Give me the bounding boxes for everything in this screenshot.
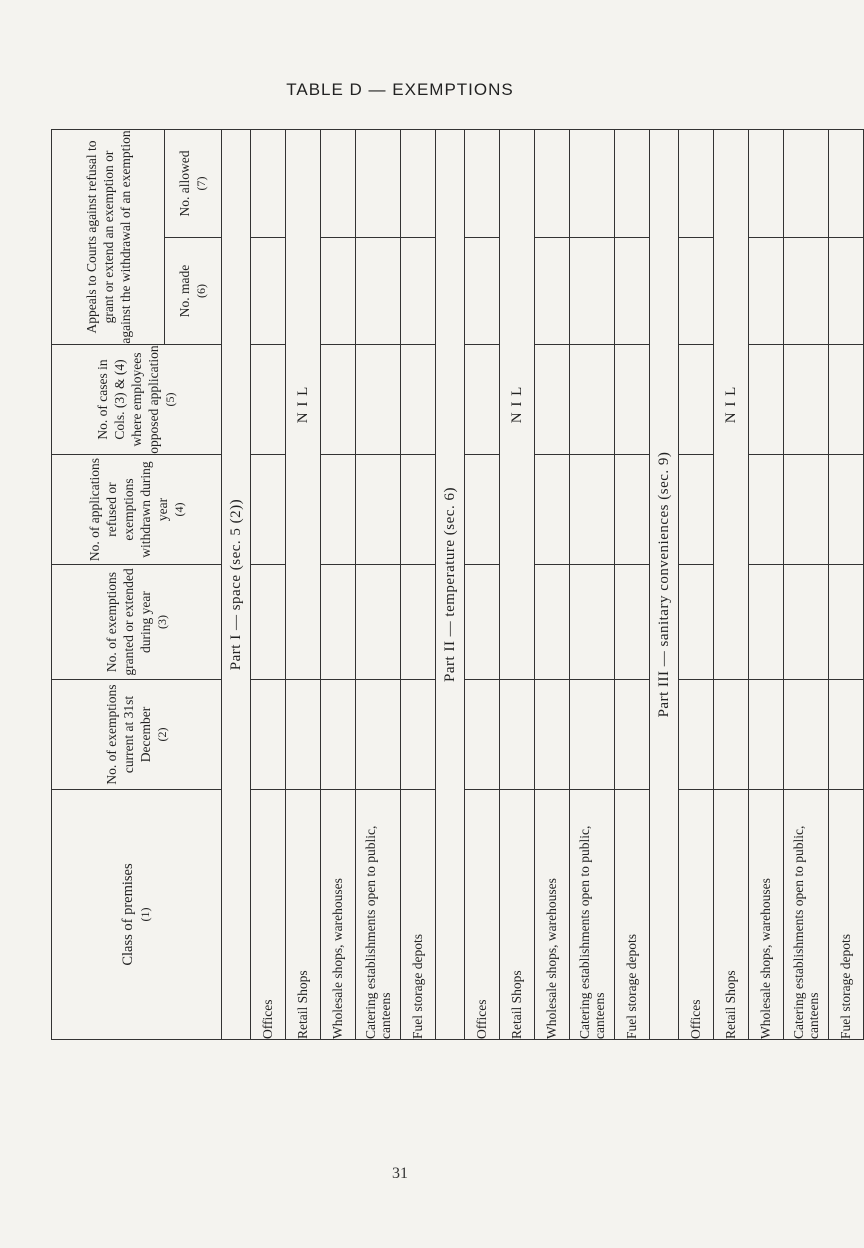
page-number: 31 [392, 1165, 408, 1182]
row-label: Catering establishments open to public, canteens [784, 790, 829, 1040]
row-label: Fuel storage depots [829, 790, 864, 1040]
exemptions-table-wrapper [51, 130, 853, 1040]
row-label: Wholesale shops, warehouses [321, 790, 356, 1040]
row-label: Offices [465, 790, 500, 1040]
header-appeals-made: No. made (6) [165, 238, 222, 345]
header-opposed-cases: No. of cases in Cols. (3) & (4) where employees opposed application (5) [52, 345, 222, 455]
row-label: Retail Shops [286, 790, 321, 1040]
header-appeals-allowed: No. allowed (7) [165, 130, 222, 238]
exemptions-table [51, 129, 864, 1040]
row-label: Wholesale shops, warehouses [749, 790, 784, 1040]
row-label: Fuel storage depots [401, 790, 436, 1040]
header-granted-exemptions: No. of exemptions granted or extended during year (3) [52, 565, 222, 680]
row-label: Offices [679, 790, 714, 1040]
row-label: Wholesale shops, warehouses [535, 790, 570, 1040]
row-label: Catering establishments open to public, canteens [570, 790, 615, 1040]
row-label: Catering establishments open to public, canteens [356, 790, 401, 1040]
row-label: Retail Shops [714, 790, 749, 1040]
part-heading: Part II — temperature (sec. 6) [436, 130, 465, 1040]
nil-entry: N I L [500, 130, 535, 680]
header-appeals: Appeals to Courts against refusal to grant or extend an exemption or against the withdrawal of an exemption [52, 130, 165, 345]
page-title: TABLE D — EXEMPTIONS [286, 80, 514, 99]
header-refused-applications: No. of applications refused or exemptions withdrawn during year (4) [52, 455, 222, 565]
part-heading: Part I — space (sec. 5 (2)) [222, 130, 251, 1040]
header-class-of-premises: Class of premises (1) [52, 790, 222, 1040]
part-heading: Part III — sanitary conveniences (sec. 9) [650, 130, 679, 1040]
nil-entry: N I L [286, 130, 321, 680]
nil-entry: N I L [714, 130, 749, 680]
row-label: Offices [251, 790, 286, 1040]
header-current-exemptions: No. of exemptions current at 31st December (2) [52, 680, 222, 790]
row-label: Retail Shops [500, 790, 535, 1040]
row-label: Fuel storage depots [615, 790, 650, 1040]
